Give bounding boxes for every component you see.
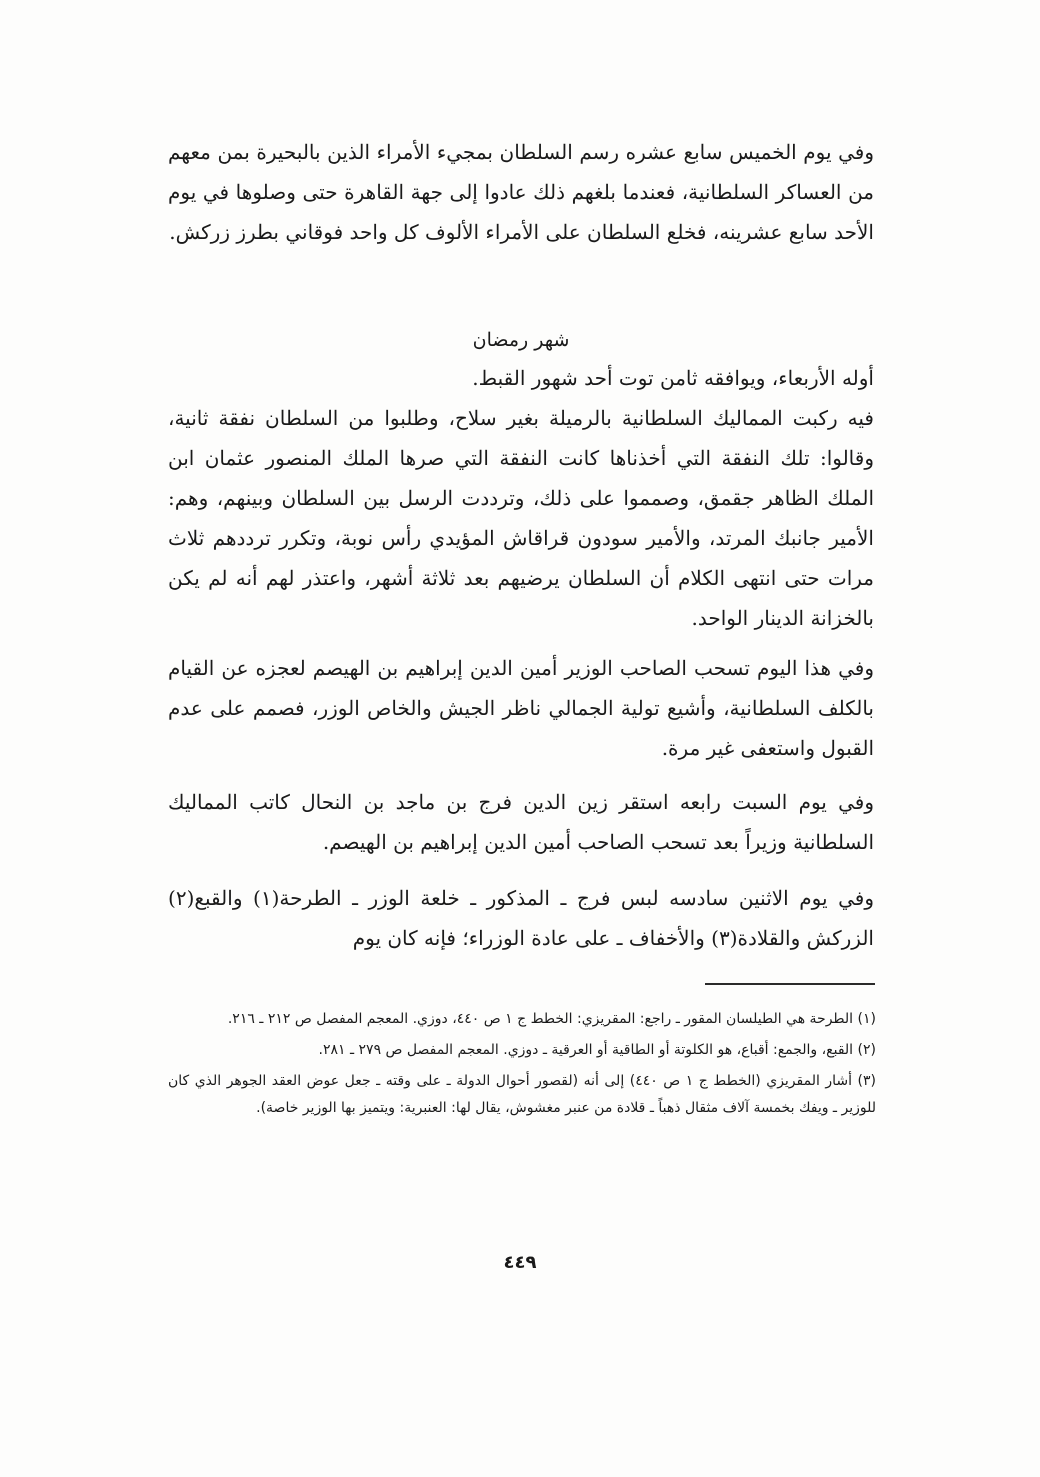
footnote-marker: (٣) [857, 1073, 877, 1089]
footnote-divider [705, 983, 875, 985]
section-heading-ramadan: شهر رمضان [472, 329, 570, 351]
footnote-1 [168, 1006, 876, 1033]
paragraph-month-start: أوله الأربعاء، ويوافقه ثامن توت أحد شهور القبط. [472, 366, 874, 390]
paragraph-mamluks-demand: فيه ركبت المماليك السلطانية بالرميلة بغير سلاح، وطلبوا من السلطان نفقة ثانية، وقالوا: تلك النفقة التي أخذناها كانت النفقة التي صرها الملك المنصور عثمان ابن الملك الظاهر جقمق، وصمموا على ذلك، وترددت الرسل بين السلطان وبينهم، وهم: الأمير جانبك المرتد، والأمير سودون قراقاش المؤيدي رأس نوبة، وتكرر ترددهم ثلاث مرات حتى انتهى الكلام أن السلطان يرضيهم بعد ثلاثة أشهر، واعتذر لهم أنه لم يكن بالخزانة الدينار الواحد. [168, 406, 874, 630]
paragraph-investiture: وفي يوم الاثنين سادسه لبس فرج ـ المذكور ـ خلعة الوزر ـ الطرحة(١) والقبع(٢) الزركش والقلادة(٣) والأخفاف ـ على عادة الوزراء؛ فإنه كان يوم [168, 886, 874, 950]
footnote-2 [168, 1037, 876, 1064]
footnote-marker: (١) [857, 1011, 876, 1027]
footnote-text: القبع، والجمع: أقباع، هو الكلوتة أو الطاقية أو العرقية ـ دوزي. المعجم المفصل ص ٢٧٩ ـ ٢٨١. [318, 1042, 854, 1058]
footnote-text: أشار المقريزي (الخطط ج ١ ص ٤٤٠) إلى أنه (لقصور أحوال الدولة ـ على وقته ـ جعل عوض العقد الجوهر الذي كان للوزير ـ ويفك بخمسة آلاف مثقال ذهباً ـ قلادة من عنبر مغشوش، يقال لها: العنبرية: ويتميز بها الوزير خاصة). [168, 1073, 876, 1116]
footnote-3 [168, 1068, 876, 1122]
paragraph-new-vizier: وفي يوم السبت رابعه استقر زين الدين فرج بن ماجد بن النحال كاتب المماليك السلطانية وزيراً بعد تسحب الصاحب أمين الدين إبراهيم بن الهيصم. [168, 790, 874, 854]
paragraph-vizier-flight: وفي هذا اليوم تسحب الصاحب الوزير أمين الدين إبراهيم بن الهيصم لعجزه عن القيام بالكلف السلطانية، وأشيع تولية الجمالي ناظر الجيش والخاص الوزر، فصمم على عدم القبول واستعفى غير مرة. [168, 656, 874, 760]
page-number: ٤٤٩ [503, 1252, 537, 1273]
footnote-marker: (٢) [857, 1042, 876, 1058]
footnotes-block [168, 1006, 876, 1126]
footnote-text: الطرحة هي الطيلسان المقور ـ راجع: المقريزي: الخطط ج ١ ص ٤٤٠، دوزي. المعجم المفصل ص ٢١٢ ـ ٢١٦. [227, 1011, 854, 1027]
paragraph-thursday: وفي يوم الخميس سابع عشره رسم السلطان بمجيء الأمراء الذين بالبحيرة بمن معهم من العساكر السلطانية، فعندما بلغهم ذلك عادوا إلى جهة القاهرة حتى وصلوها في يوم الأحد سابع عشرينه، فخلع السلطان على الأمراء الألوف كل واحد فوقاني بطرز زركش. [168, 140, 875, 244]
